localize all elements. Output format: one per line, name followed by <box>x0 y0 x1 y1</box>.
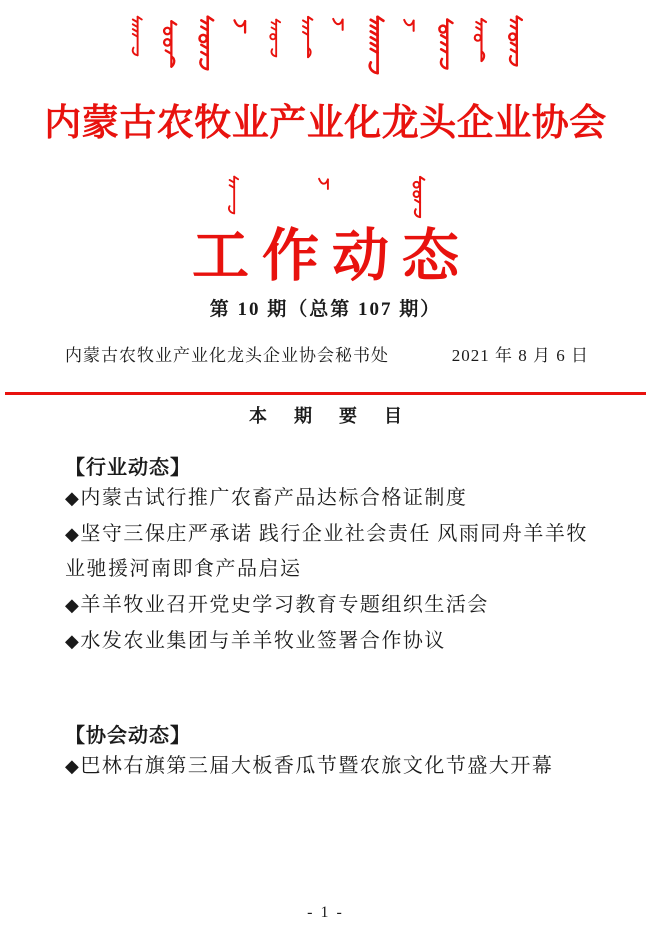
publisher-name: 内蒙古农牧业产业化龙头企业协会秘书处 <box>65 346 389 365</box>
page-number: - 1 - <box>307 904 344 921</box>
mongolian-word-icon <box>298 14 314 60</box>
diamond-bullet-icon: ◆ <box>65 488 81 508</box>
toc-section-title: 【行业动态】 <box>65 457 191 479</box>
toc-heading: 本 期 要 目 <box>248 406 413 426</box>
toc-item-text: 羊羊牧业召开党史学习教育专题组织生活会 <box>80 594 489 616</box>
diamond-bullet-icon: ◆ <box>65 631 81 651</box>
toc-item <box>65 481 589 516</box>
diamond-bullet-icon: ◆ <box>65 524 81 544</box>
diamond-bullet-icon: ◆ <box>65 595 81 615</box>
toc-item <box>65 624 589 659</box>
toc-item <box>65 588 589 623</box>
publish-date: 2021 年 8 月 6 日 <box>451 346 589 365</box>
mongolian-banner-row1 <box>0 14 651 86</box>
toc-item-text: 水发农业集团与羊羊牧业签署合作协议 <box>80 630 446 652</box>
toc-section-industry <box>65 451 589 659</box>
toc-item <box>65 517 589 587</box>
toc-item-text: 坚守三保庄严承诺 践行企业社会责任 风雨同舟羊羊牧业驰援河南即食产品启运 <box>65 523 588 580</box>
mongolian-word-icon <box>232 17 250 35</box>
toc-item <box>65 749 589 784</box>
toc-section-title: 【协会动态】 <box>65 725 191 747</box>
toc-item-text: 巴林右旗第三届大板香瓜节暨农旅文化节盛大开幕 <box>80 755 554 777</box>
toc-item-text: 内蒙古试行推广农畜产品达标合格证制度 <box>80 487 468 509</box>
bulletin-title: 工作动态 <box>192 225 472 288</box>
mongolian-banner-row2 <box>0 174 651 220</box>
issue-number: 第 10 期（总第 107 期） <box>209 299 442 320</box>
mongolian-word-icon <box>471 16 488 64</box>
org-name-title: 内蒙古农牧业产业化龙头企业协会 <box>44 103 607 144</box>
mongolian-word-icon <box>267 17 281 59</box>
toc-section-association <box>65 719 589 784</box>
mongolian-word-icon <box>505 14 524 68</box>
mongolian-word-icon <box>128 14 143 58</box>
red-divider-rule <box>5 392 646 395</box>
mongolian-word-icon <box>410 174 426 220</box>
mongolian-word-icon <box>225 174 239 216</box>
mongolian-word-icon <box>364 14 385 76</box>
diamond-bullet-icon: ◆ <box>65 756 81 776</box>
mongolian-word-icon <box>402 17 418 33</box>
toc <box>65 451 589 784</box>
mongolian-word-icon <box>160 18 178 70</box>
mongolian-word-icon <box>195 14 215 72</box>
publisher-row <box>65 341 589 366</box>
mongolian-word-icon <box>317 176 332 191</box>
mongolian-word-icon <box>435 16 454 72</box>
mongolian-word-icon <box>331 16 347 32</box>
